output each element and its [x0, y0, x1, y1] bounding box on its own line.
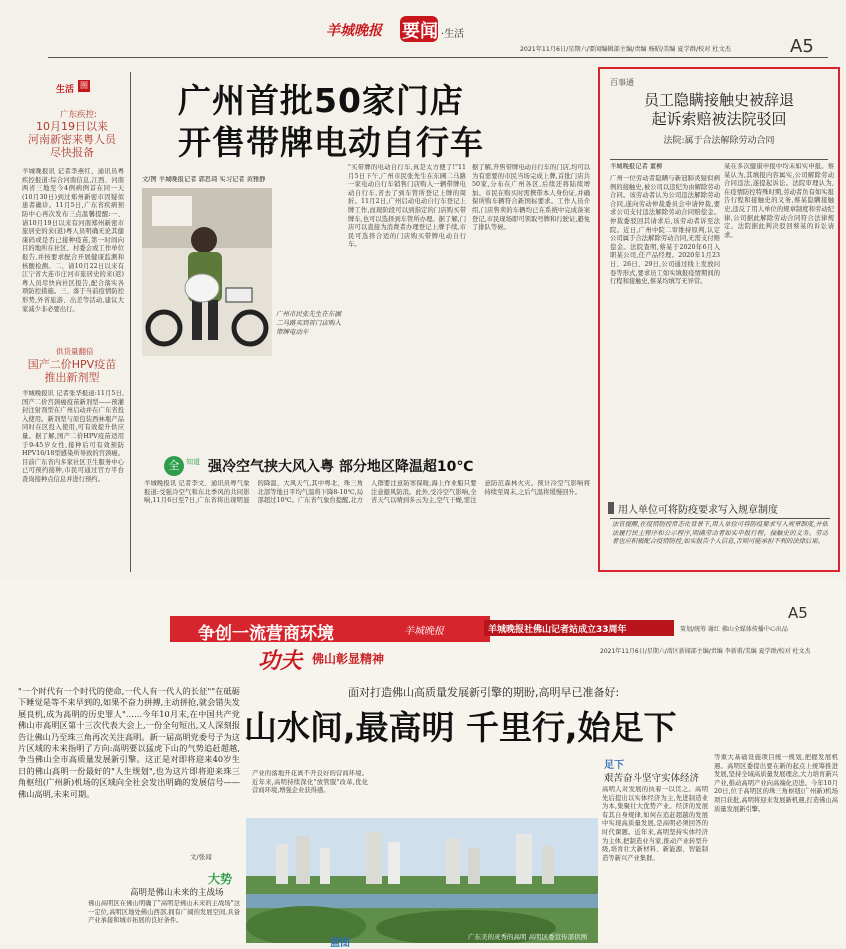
left-column — [0, 64, 128, 574]
featured-tip-body: 法官提醒,在疫情防控常态化背景下,用人单位可将防疫要求写入规章制度,并依法履行民主程序和公示程序,明确劳动者如实申报行程、接触史的义务。劳动者也应积极配合疫情防控,如实报告个人信息,否则可能承担不利的法律后果。 — [612, 521, 828, 546]
left-column-divider — [130, 72, 131, 572]
lead-story — [134, 64, 592, 449]
weather-tag: 全 — [164, 456, 184, 476]
featured-kicker: 百事通 — [610, 78, 634, 87]
left-tag: 生活 — [56, 85, 75, 95]
featured-body-col2: 某在多次健康申报中均未如实申报。蔡某认为,其填报内容属实,公司解除劳动合同违法,遂提起诉讼。法院审理认为,在疫情防控特殊时期,劳动者负有如实报告行程和接触史的义务,蔡某隐瞒接触史,违反了用人单位的规章制度和劳动纪律,公司据此解除劳动合同符合法律规定。法院据此判决驳回蔡某的诉讼请求。 — [724, 163, 834, 239]
featured-story-box — [598, 67, 840, 572]
foshan-kicker: 面对打造佛山高质量发展新引擎的期盼,高明早已准备好: — [348, 686, 620, 699]
brief2-kicker: 供货量翻倍 — [56, 347, 94, 356]
foshan-station-title: 羊城晚报社佛山记者站成立33周年 — [488, 625, 627, 635]
weather-body: 羊城晚报讯 记者李文、通讯员粤气象报道:受强冷空气和东北季风的共同影响,11月6日至7日,广东省将出现明显的降温、大风天气,其中粤北、珠三角北部等地日平均气温将下降8-10℃,局部超过10℃。广东省气象台提醒,北方人群要注意防寒保暖,海上作业船只要注意避风防浪。此外,受冷空气影响,全省天气以晴到多云为主,空气干燥,需注意防范森林火灾。预计冷空气影响将持续至周末,之后气温将缓慢回升。 — [144, 480, 590, 505]
page-number: A5 — [790, 36, 814, 57]
foshan-photo-art — [246, 818, 598, 943]
date-line: 2021年11月6日/星期六/要闻编辑部主编/责编 杨昭/美编 夏学群/校对 杜文杰 — [520, 46, 731, 53]
foshan-photo-caption: 广东美的灵秀的高明 高明区委宣传部供图 — [468, 933, 588, 941]
featured-tip-rule — [610, 518, 830, 519]
featured-byline: 羊城晚报记者 董柳 — [610, 163, 663, 170]
foshan-body-mid: 高明人对发展的执着一以贯之。高明先后提出以实体经济为主,先进制造业为本,集聚壮大优势产业。经济的发展有其自身规律,如何在追赶超越的发展中实现高质量发展,是高明必须回答的时代课题。近年来,高明坚持实体经济为主体,把制造业当家,推动产业转型升级,培育壮大新材料、新能源、智能制造等新兴产业集群。 — [602, 786, 708, 862]
foshan-edit-line: 策划/统筹 谢红 佛山全媒体传播中心出品 — [680, 626, 788, 633]
gongfu-subtitle: 佛山彰显精神 — [312, 652, 385, 666]
weather-tag-label: 知道 — [186, 458, 200, 466]
featured-headline — [606, 91, 832, 129]
brief2-title-line: 国产二价HPV疫苗 — [27, 358, 117, 371]
lead-photo-art — [142, 188, 272, 356]
masthead-logo: 羊城晚报 — [326, 23, 382, 39]
foshan-date-line: 2021年11月6日/星期六/湾区新闻部主编/责编 李新甫/美编 夏学群/校对 杜文杰 — [600, 648, 811, 655]
brief1-kicker: 广东疾控: — [60, 110, 97, 120]
featured-rule — [610, 159, 828, 160]
lead-headline-line: 开售带牌电动自行车 — [178, 123, 484, 162]
foshan-left-body: 佛山高明区在佛山明确了"高明是佛山未来的主战场"这一定位,高明区地处佛山西部,拥有广阔的发展空间,具备产业承接和城市拓展的良好条件。 — [88, 900, 240, 925]
foshan-page — [0, 578, 846, 949]
lantu-tag: 蓝图 — [330, 938, 350, 949]
brief1-body: 羊城晚报讯 记者李燕红、通讯员粤疾控报道:综合河南信息,江西、河南两省三地至今4例病例首在同一天(10月30日)到过郑州新密市因疑似患者确诊。11月5日,广东省疾病预防中心再次发布三点温馨提醒:一、请10月19日以来有河南郑州新密市旅居史的来(返)粤人员明确无论其健康码或是否已接种疫苗,第一时间向目的地所在社区、村委会或工作单位报告,并按要求配合开展健康监测和核酸检测。二、请10月22日以来有江宁省大连市庄河市旅居史的来(返)粤人员尽快向社区报告,配合落实各项防控措施。三、落于当前疫情防控形势,外省旅游、出差等活动,建议大家减少非必要出行。 — [22, 168, 124, 313]
featured-tip-title: 用人单位可将防疫要求写入规章制度 — [618, 505, 778, 516]
featured-headline-line: 员工隐瞒接触史被辞退 — [643, 91, 794, 109]
lead-body-col1: "买带牌的电动自行车,真是太方便了!"11月5日下午,广州市民张先生在东圃二马路一家电动自行车销售门店购入一辆带牌电动自行车,省去了到车管所登记上牌的周折。11月2日,广州启动电动自行车登记上牌工作,而现阶段可以到指定的门店购买带牌车,也可以选择到车管所办理。据了解,门店可以直接为消费者办理登记上牌手续,市民可选择合适的门店购买带牌电动自行车。 — [348, 164, 466, 249]
foshan-section-tag: 足下 — [604, 760, 624, 771]
subsection-label: ·生活 — [441, 29, 465, 40]
weather-story — [134, 450, 592, 575]
lead-body-col2: 据了解,开售带牌电动自行车的门店,均可以为有需要的市民当场完成上牌,首批门店共50家,分布在广州各区,后续还将陆续增加。市民在购买时需携带本人身份证,并确保所购车辆符合新国标要求。工作人员介绍,门店售卖的车辆均已在系统中完成备案登记,市民现场即可领取号牌和行驶证,避免了排队等候。 — [472, 164, 590, 232]
foshan-page-number: A5 — [788, 604, 808, 622]
lead-byline: 文/图 羊城晚报记者 郭思琦 实习记者 黄雅静 — [142, 176, 266, 183]
foshan-headline: 山水间,最高明 千里行,始足下 — [244, 708, 677, 747]
dashi-title: 高明是佛山未来的主战场 — [130, 888, 224, 898]
featured-subhead: 法院:属于合法解除劳动合同 — [663, 136, 775, 146]
brief1-title-line: 河南新密来粤人员 — [28, 133, 116, 146]
foshan-mid-body2: 产业的落地开花离不开良好的营商环境。近年来,高明持续深化"放管服"改革,优化营商环境,增强企业获得感。 — [252, 770, 368, 795]
lead-photo — [142, 188, 272, 356]
foshan-intro-byline: 文/张闻 — [190, 853, 212, 861]
foshan-section-title: 艰苦奋斗坚守实体经济 — [604, 773, 700, 784]
foshan-banner-logo: 羊城晚报 — [404, 626, 444, 637]
brief1-title — [18, 120, 126, 159]
brief2-title-line: 推出新剂型 — [44, 371, 100, 384]
foshan-photo — [246, 818, 598, 943]
dashi-tag: 大势 — [208, 872, 233, 886]
gongfu-title: 功夫 — [258, 649, 303, 674]
featured-body-col1: 广州一位劳动者隐瞒与新冠肺炎疑似病例的接触史,被公司以违纪为由解除劳动合同。该劳动者认为公司违法解除劳动合同,遂向劳动仲裁委员会申请仲裁,要求公司支付违法解除劳动合同赔偿金。仲裁委驳回其请求后,该劳动者诉至法院。近日,广州中院二审维持原判,认定公司属于合法解除劳动合同,无需支付赔偿金。法院查明,蔡某于2020年6月入职某公司,任产品经理。2020年1月23日、26日、29日,公司通过线上发放问卷等形式,要求员工如实填报疫情期间的行程和接触史,蔡某均填写无异常。 — [610, 175, 720, 286]
foshan-intro: "一个时代有一个时代的使命,一代人有一代人的长征""在砥砺下睡觉是等不来早到的,如果不奋力拼搏,主动拼抢,就会错失发展良机,成为高明的历史罪人"……今年10月末,在中国共产党佛山市高明区第十三次代表大会上,一份全句短出,又人深刻报告让佛山乃至珠三角再次关注高明。新一届高明党委号子为这片区域的未来指明了方向:高明要以猛虎下山的气势追赶超越,争当佛山全市高质量发展新引擎。这正是对即将迎来40岁生日的佛山高明一份最好的"人生规划",也为这片即将迎来珠三角枢纽(广州新)机场的区域向全社会发出明确的发展信号——佛山高明,未来可期。 — [18, 686, 240, 799]
masthead-rule — [48, 57, 828, 58]
foshan-banner-title: 争创一流营商环境 — [198, 624, 334, 644]
left-tag-mark: 圈 — [80, 81, 88, 90]
brief2-title — [18, 358, 126, 384]
brief1-title-line: 10月19日以来 — [36, 120, 108, 133]
section-label: 要闻 — [402, 21, 438, 42]
brief1-title-line: 尽快报备 — [50, 146, 94, 159]
featured-tip-marker — [608, 502, 614, 514]
masthead — [0, 0, 846, 64]
brief2-body: 羊城晚报讯 记者张华报道:11月5日,国产二价宫颈癌疫苗新剂型——预灌封注射剂型在广州启动并在广东省投入使用。新剂型与原包装西林瓶产品同时在区投入使用,可有效提升供应量。据了解,国产二价HPV疫苗适用于9-45岁女性,接种后可有效预防HPV16/18型感染所导致的宫颈癌。目前广东省内多家社区卫生服务中心已可预约接种,市民可通过官方平台查询接种点信息并进行预约。 — [22, 390, 124, 483]
lead-headline — [178, 80, 484, 164]
foshan-body-right: 等重大基础设施项目统一规划,把握发展机遇。高明区委提出要在新的起点上统筹推进发展,坚持全域高质量发展理念,大力培育新兴产业,推动高明产业向高端化迈进。今年10月20日,位于高明区的珠三角枢纽(广州新)机场项目获批,高明将迎来发展新机遇,打造佛山高质量发展新引擎。 — [714, 754, 838, 813]
weather-headline: 强冷空气挟大风入粤 部分地区降温超10℃ — [208, 459, 474, 475]
featured-headline-line: 起诉索赔被法院驳回 — [651, 110, 787, 128]
lead-photo-caption: 广州市民张先生在东圃二马路买到首门店购入带牌电动车 — [276, 310, 341, 336]
lead-headline-line: 广州首批50家门店 — [178, 81, 464, 120]
